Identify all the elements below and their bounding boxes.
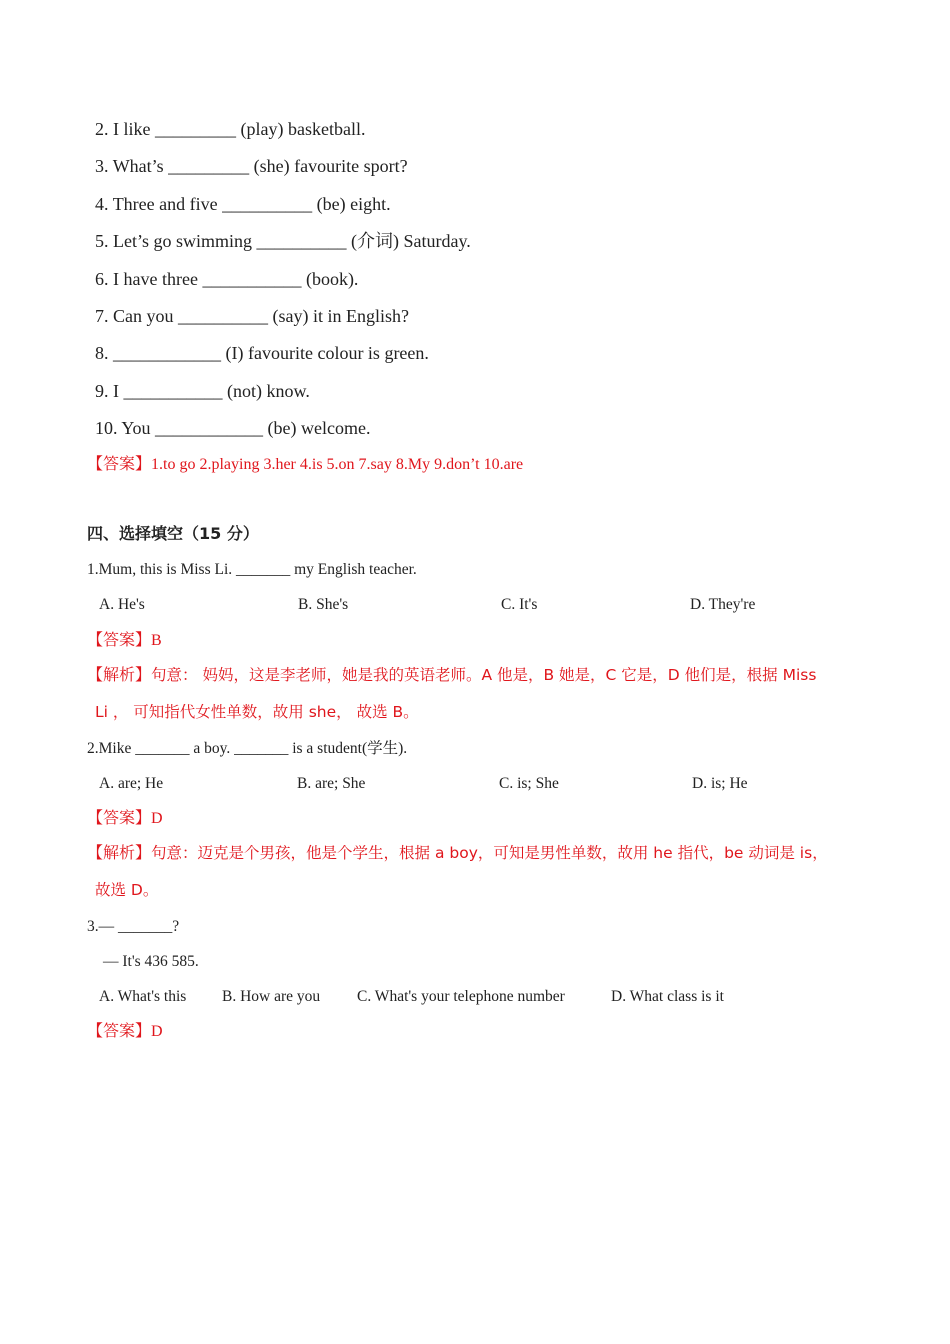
fill-answer-line <box>87 456 523 473</box>
answer-label: 【答案】 <box>87 630 152 649</box>
fill-blank-item: 8. ____________ (I) favourite colour is green. <box>95 343 429 363</box>
answer-line <box>87 632 162 649</box>
question-reply: — It's 436 585. <box>103 953 199 970</box>
option-c: C. is; She <box>499 775 559 792</box>
answer-value: B <box>151 632 162 649</box>
answer-value: D <box>151 1023 163 1040</box>
option-d: D. is; He <box>692 775 748 792</box>
fill-blank-item: 5. Let’s go swimming __________ (介词) Saturday. <box>95 231 471 251</box>
answer-label: 【答案】 <box>87 1021 152 1040</box>
fill-blank-item: 9. I ___________ (not) know. <box>95 381 310 401</box>
option-b: B. are; She <box>297 775 366 792</box>
option-d: D. They're <box>690 596 756 613</box>
fill-blank-item: 7. Can you __________ (say) it in English? <box>95 306 409 326</box>
question-stem: 3.— _______? <box>87 918 180 935</box>
answer-line <box>87 1023 163 1040</box>
option-c: C. What's your telephone number <box>357 988 565 1005</box>
question-stem: 1.Mum, this is Miss Li. _______ my English teacher. <box>87 561 417 578</box>
section-title: 四、选择填空（15 分） <box>87 524 259 543</box>
analysis-line <box>87 845 828 862</box>
option-a: A. are; He <box>99 775 164 792</box>
analysis-label: 【解析】 <box>87 843 152 862</box>
option-d: D. What class is it <box>611 988 724 1005</box>
analysis-text: 句意：迈克是个男孩，他是个学生，根据 a boy，可知是男性单数，故用 he 指代，be 动词是 is， <box>151 844 828 862</box>
analysis-label: 【解析】 <box>87 665 152 684</box>
fill-blank-item: 2. I like _________ (play) basketball. <box>95 119 366 139</box>
fill-blank-item: 6. I have three ___________ (book). <box>95 269 359 289</box>
analysis-text: 故选 D。 <box>95 881 159 899</box>
fill-blank-item: 4. Three and five __________ (be) eight. <box>95 194 391 214</box>
option-c: C. It's <box>501 596 538 613</box>
question-stem: 2.Mike _______ a boy. _______ is a student(学生). <box>87 740 408 757</box>
analysis-text: Li ， 可知指代女性单数，故用 she， 故选 B。 <box>95 703 419 721</box>
answer-label: 【答案】 <box>87 454 152 473</box>
option-b: B. How are you <box>222 988 321 1005</box>
answer-label: 【答案】 <box>87 808 152 827</box>
fill-blank-item: 3. What’s _________ (she) favourite sport? <box>95 156 408 176</box>
analysis-text: 句意： 妈妈，这是李老师，她是我的英语老师。A 他是，B 她是，C 它是，D 他们是，根据 Miss <box>151 666 817 684</box>
answer-line <box>87 810 163 827</box>
analysis-line <box>87 667 816 684</box>
answer-value: D <box>151 810 163 827</box>
fill-blank-item: 10. You ____________ (be) welcome. <box>95 418 371 438</box>
answer-text: 1.to go 2.playing 3.her 4.is 5.on 7.say 8.My 9.don’t 10.are <box>151 456 524 473</box>
option-a: A. He's <box>99 596 145 613</box>
option-b: B. She's <box>298 596 349 613</box>
option-a: A. What's this <box>99 988 187 1005</box>
